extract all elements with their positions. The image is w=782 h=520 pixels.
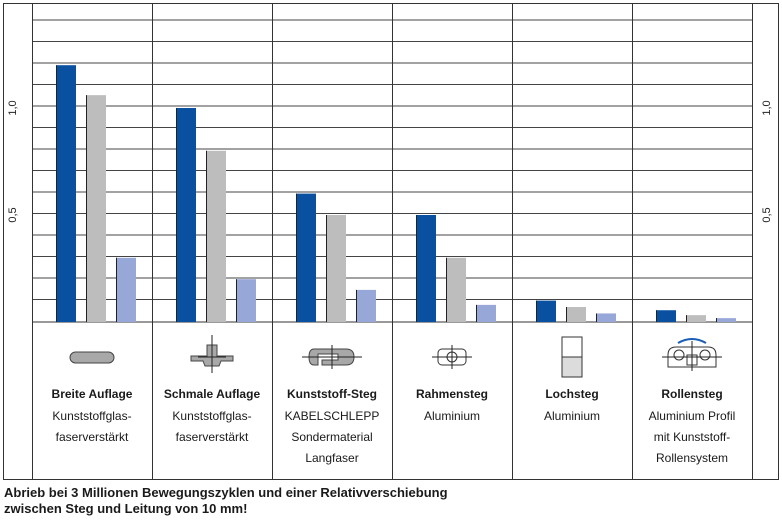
y-tick-label-right: 1,0 xyxy=(761,100,773,116)
bar xyxy=(326,215,346,322)
bar xyxy=(116,258,136,322)
bar xyxy=(206,151,226,322)
caption-line-1: Abrieb bei 3 Millionen Bewegungszyklen und einer Relativverschiebung xyxy=(4,485,448,500)
category-description xyxy=(512,406,632,427)
y-tick-label-left: 0,5 xyxy=(7,207,19,223)
bar xyxy=(356,290,376,322)
bar xyxy=(446,258,466,322)
caption-line-2: zwischen Steg und Leitung von 10 mm! xyxy=(4,501,248,516)
frame-crossbar-profile-icon xyxy=(432,345,472,369)
category-name: Breite Auflage xyxy=(51,387,133,401)
y-tick-label-right: 0,5 xyxy=(761,207,773,223)
category-description-line: Langfaser xyxy=(305,451,359,465)
category-description-line: Aluminium Profil xyxy=(648,409,736,423)
bar xyxy=(656,310,676,322)
category-description-line: faserverstärkt xyxy=(55,430,129,444)
category-description-line: Rollensystem xyxy=(655,451,729,465)
wide-support-profile-icon xyxy=(70,352,114,363)
category-name: Lochsteg xyxy=(545,387,599,401)
category-description-line: KABELSCHLEPP xyxy=(284,409,380,423)
narrow-support-profile-icon xyxy=(191,335,233,373)
bar xyxy=(416,215,436,322)
category-description-line: faserverstärkt xyxy=(175,430,249,444)
category-description-line: Aluminium xyxy=(543,409,600,423)
category-name: Schmale Auflage xyxy=(163,387,261,401)
bar xyxy=(686,315,706,322)
category-name: Kunststoff-Steg xyxy=(287,387,377,401)
category-description-line: Sondermaterial xyxy=(291,430,373,444)
category-description xyxy=(272,406,392,469)
bar xyxy=(86,95,106,322)
category-description-line: Aluminium xyxy=(423,409,480,423)
bar xyxy=(476,305,496,322)
category-description xyxy=(152,406,272,448)
category-description xyxy=(632,406,752,469)
y-tick-label-left: 1,0 xyxy=(7,100,19,116)
bar xyxy=(236,279,256,322)
bar xyxy=(56,65,76,322)
bar xyxy=(536,301,556,322)
bar xyxy=(716,318,736,322)
bar xyxy=(296,194,316,322)
plastic-crossbar-profile-icon xyxy=(302,345,362,369)
bar xyxy=(176,108,196,322)
category-name: Rollensteg xyxy=(661,387,723,401)
category-description xyxy=(32,406,152,448)
category-description-line: mit Kunststoff- xyxy=(653,430,731,444)
bar xyxy=(596,313,616,322)
category-description xyxy=(392,406,512,427)
hole-crossbar-profile-icon xyxy=(562,337,582,377)
category-name: Rahmensteg xyxy=(415,387,489,401)
category-description-line: Kunststoffglas- xyxy=(172,409,252,423)
chart-caption xyxy=(4,485,448,517)
roller-crossbar-profile-icon xyxy=(662,339,722,371)
bar xyxy=(566,307,586,322)
category-description-line: Kunststoffglas- xyxy=(52,409,132,423)
